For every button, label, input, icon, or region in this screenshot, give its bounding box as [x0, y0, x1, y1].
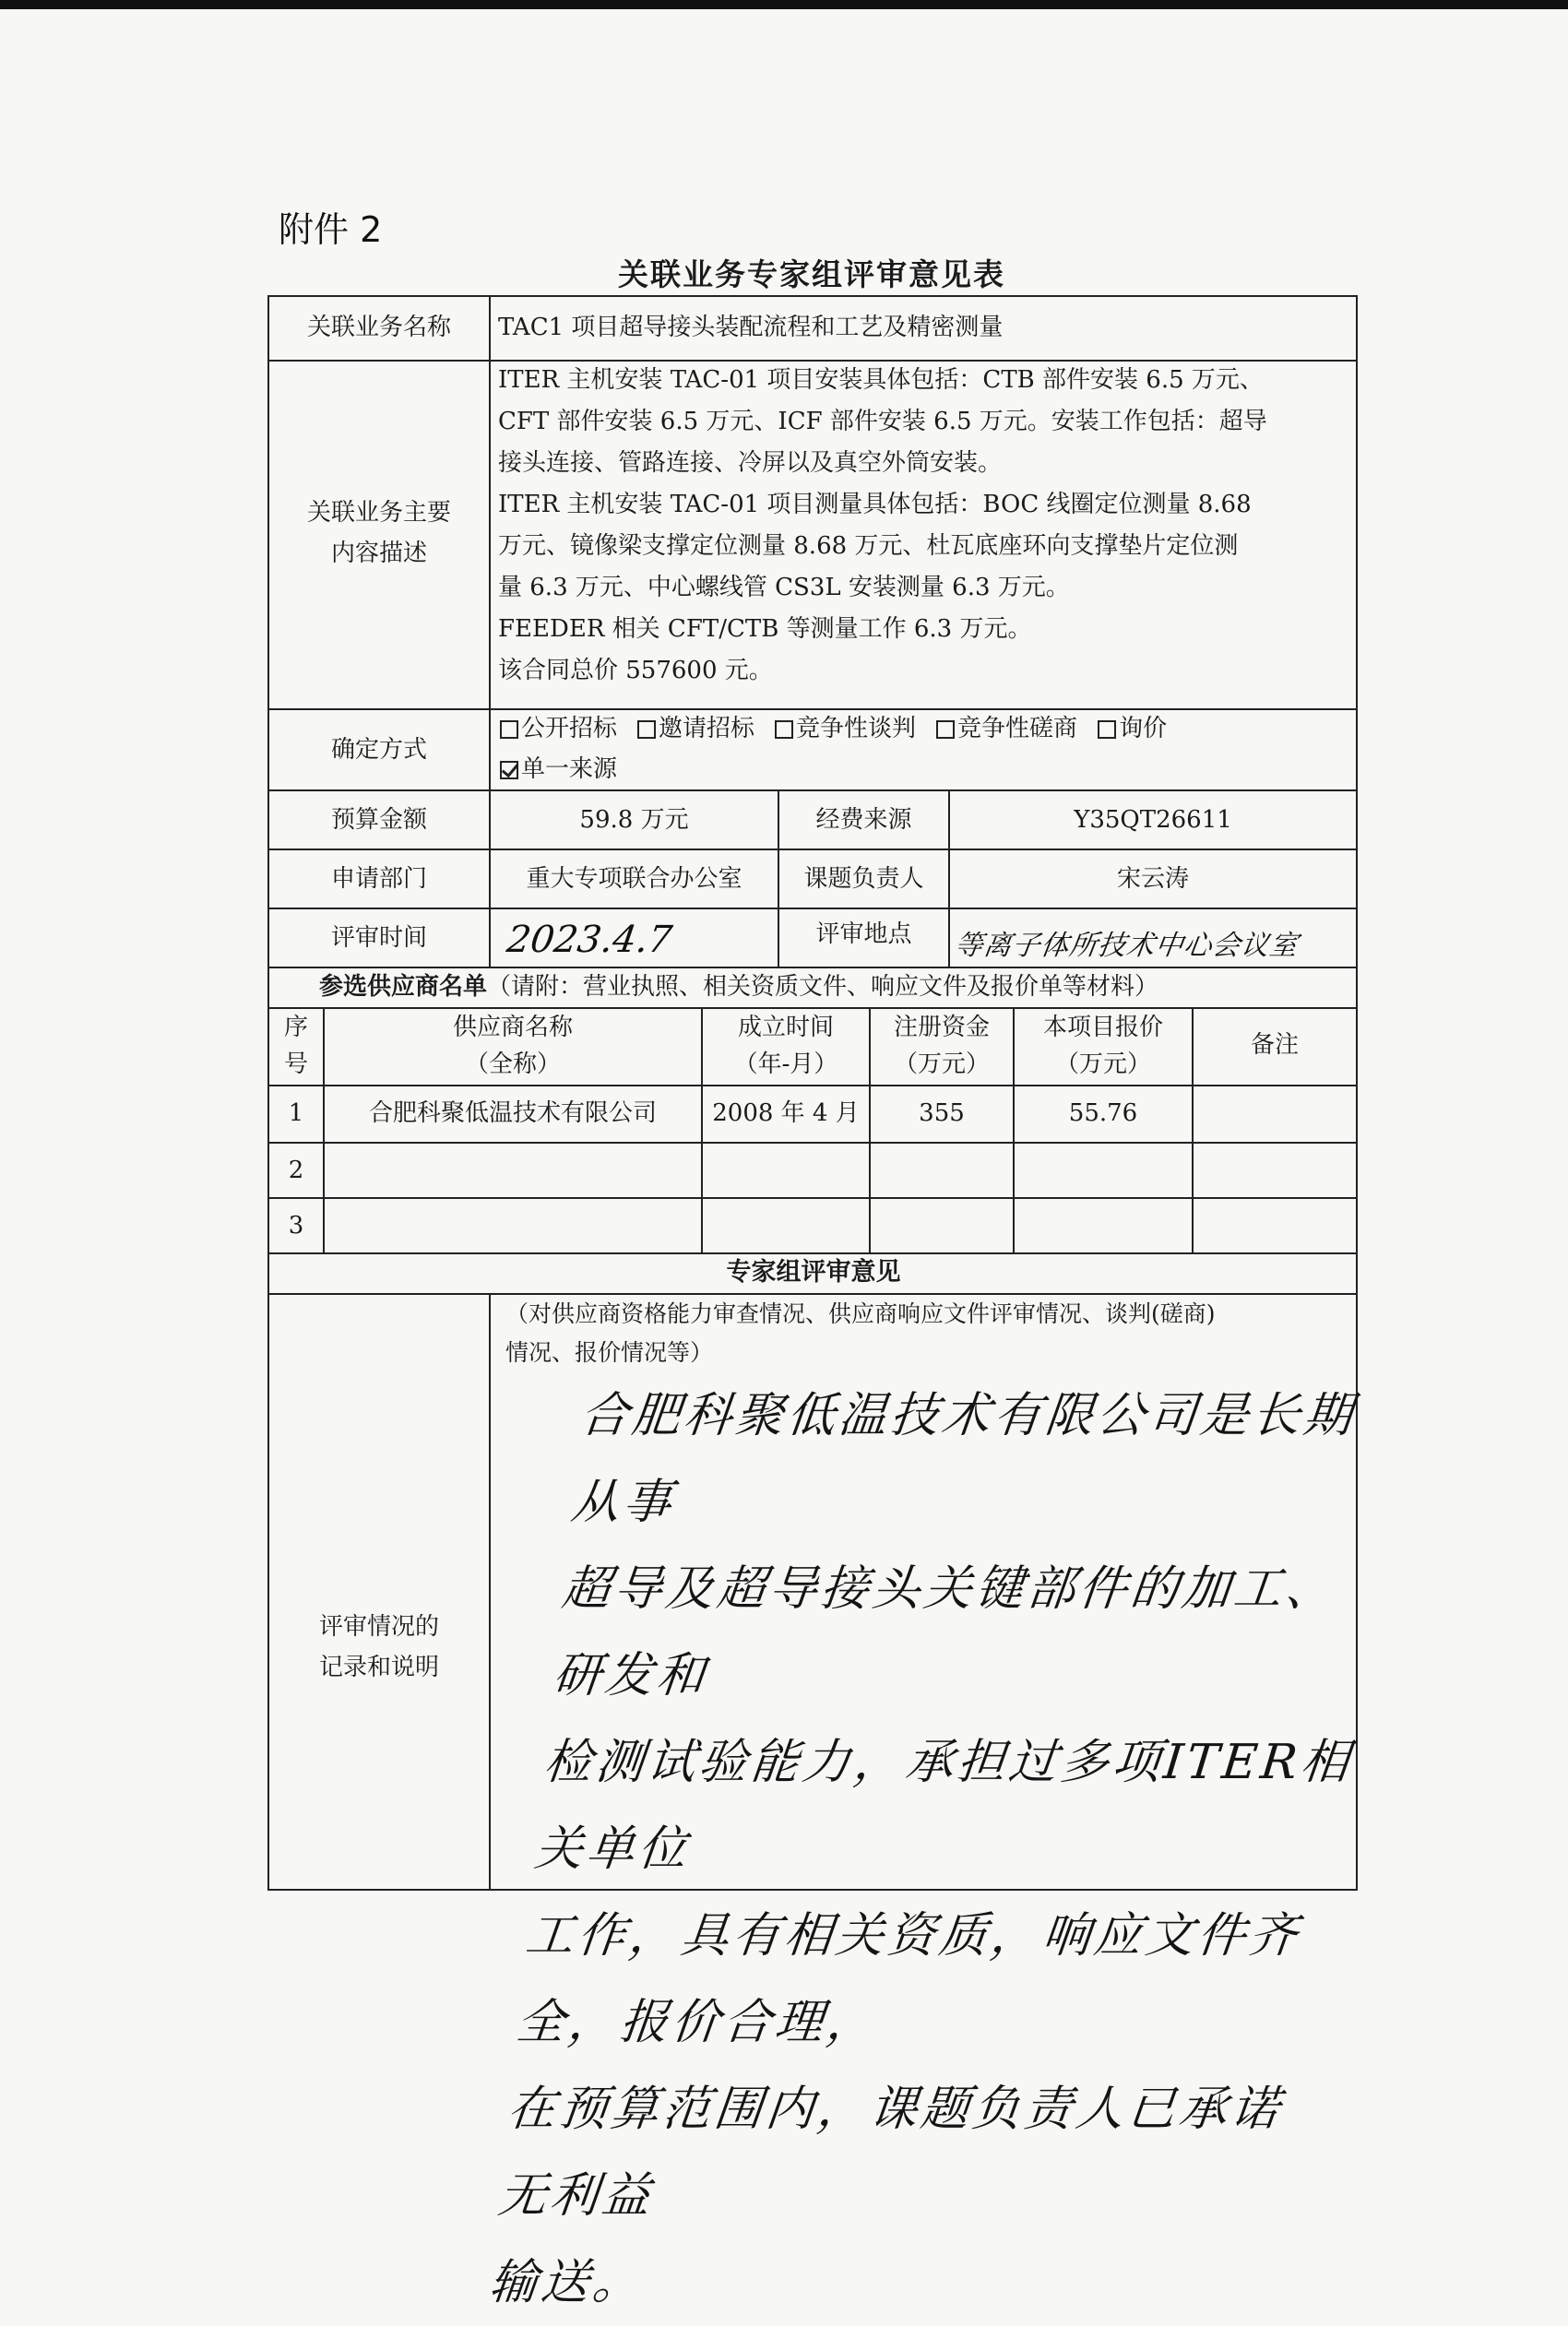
header-remark: 备注	[1250, 1031, 1299, 1059]
handwritten-line: 在预算范围内，课题负责人已承诺无利益	[495, 2082, 1286, 2224]
row-established: 2008 年 4 月	[712, 1099, 860, 1127]
checkbox-icon[interactable]	[1098, 720, 1116, 739]
attachment-label: 附件 2	[279, 209, 383, 250]
expert-opinion-instruction: （对供应商资格能力审查情况、供应商响应文件评审情况、谈判(磋商) 情况、报价情况等）	[505, 1300, 1216, 1366]
expert-opinion-title: 专家组评审意见	[726, 1258, 901, 1287]
checkbox-icon[interactable]	[936, 720, 955, 739]
option-inquiry[interactable]: 询价	[1098, 715, 1167, 742]
content-line: 万元、镜像梁支撑定位测量 8.68 万元、杜瓦底座环向支撑垫片定位测	[498, 532, 1239, 560]
project-leader-label: 课题负责人	[803, 865, 924, 893]
row-supplier-name: 合肥科聚低温技术有限公司	[368, 1099, 657, 1127]
content-line: 接头连接、管路连接、冷屏以及真空外筒安装。	[498, 449, 1003, 477]
supplier-list-note: （请附：营业执照、相关资质文件、响应文件及报价单等材料）	[487, 973, 1159, 1001]
header-supplier-name: 供应商名称 （全称）	[452, 1014, 573, 1078]
expert-opinion-handwritten	[485, 1372, 1397, 2326]
main-content-label: 关联业务主要 内容描述	[306, 499, 451, 567]
row-seq: 1	[288, 1099, 304, 1127]
department-value: 重大专项联合办公室	[526, 865, 742, 893]
row-capital: 355	[919, 1099, 965, 1127]
checked-checkbox-icon[interactable]	[500, 761, 518, 779]
content-line: 该合同总价 557600 元。	[498, 657, 773, 684]
fund-source-value: Y35QT26611	[1074, 806, 1232, 834]
supplier-list-title: 参选供应商名单	[319, 973, 488, 1001]
content-line: CFT 部件安装 6.5 万元、ICF 部件安装 6.5 万元。安装工作包括：超导	[498, 408, 1267, 435]
handwritten-line: 工作，具有相关资质，响应文件齐全，报价合理，	[514, 1908, 1304, 2050]
checkbox-icon[interactable]	[775, 720, 793, 739]
department-label: 申请部门	[330, 865, 427, 893]
method-label: 确定方式	[330, 736, 427, 764]
option-competitive-consultation[interactable]: 竞争性磋商	[936, 715, 1077, 742]
option-competitive-negotiation[interactable]: 竞争性谈判	[775, 715, 916, 742]
row-quote: 55.76	[1068, 1099, 1138, 1127]
option-public-tender[interactable]: 公开招标	[500, 715, 617, 742]
budget-label: 预算金额	[330, 806, 427, 834]
header-established: 成立时间 （年-月）	[733, 1014, 838, 1078]
business-name-label: 关联业务名称	[306, 314, 451, 341]
supplier-list-heading	[319, 967, 1352, 1006]
header-capital: 注册资金 （万元）	[893, 1014, 990, 1078]
row-seq: 2	[288, 1157, 304, 1184]
content-line: 量 6.3 万元、中心螺线管 CS3L 安装测量 6.3 万元。	[498, 574, 1070, 601]
content-line: ITER 主机安装 TAC-01 项目测量具体包括：BOC 线圈定位测量 8.68	[498, 491, 1252, 518]
budget-value: 59.8 万元	[579, 806, 689, 834]
project-leader-value: 宋云涛	[1116, 865, 1189, 893]
review-place-handwritten: 等离子体所技术中心会议室	[953, 930, 1301, 962]
handwritten-line: 超导及超导接头关键部件的加工、研发和	[550, 1561, 1340, 1703]
option-invited-tender[interactable]: 邀请招标	[637, 715, 754, 742]
handwritten-line: 输送。	[486, 2255, 647, 2310]
method-options	[500, 708, 1348, 789]
review-time-label: 评审时间	[330, 924, 427, 952]
review-time-handwritten: 2023.4.7	[504, 919, 675, 961]
checkbox-icon[interactable]	[500, 720, 518, 739]
checkbox-icon[interactable]	[637, 720, 656, 739]
content-line: FEEDER 相关 CFT/CTB 等测量工作 6.3 万元。	[498, 615, 1032, 643]
main-content-description	[498, 360, 1347, 692]
handwritten-line: 检测试验能力，承担过多项ITER相关单位	[531, 1735, 1356, 1877]
header-seq: 序 号	[283, 1014, 308, 1078]
business-name-value: TAC1 项目超导接头装配流程和工艺及精密测量	[498, 314, 1004, 341]
header-quote: 本项目报价 （万元）	[1042, 1014, 1163, 1078]
content-line: ITER 主机安装 TAC-01 项目安装具体包括：CTB 部件安装 6.5 万元、	[498, 366, 1264, 394]
option-single-source[interactable]: 单一来源	[500, 755, 617, 783]
row-seq: 3	[288, 1212, 304, 1240]
expert-opinion-label: 评审情况的 记录和说明	[318, 1613, 439, 1681]
form-title: 关联业务专家组评审意见表	[618, 256, 1005, 292]
review-place-label: 评审地点	[815, 920, 912, 948]
fund-source-label: 经费来源	[815, 806, 912, 834]
handwritten-line: 合肥科聚低温技术有限公司是长期从事	[568, 1388, 1359, 1530]
